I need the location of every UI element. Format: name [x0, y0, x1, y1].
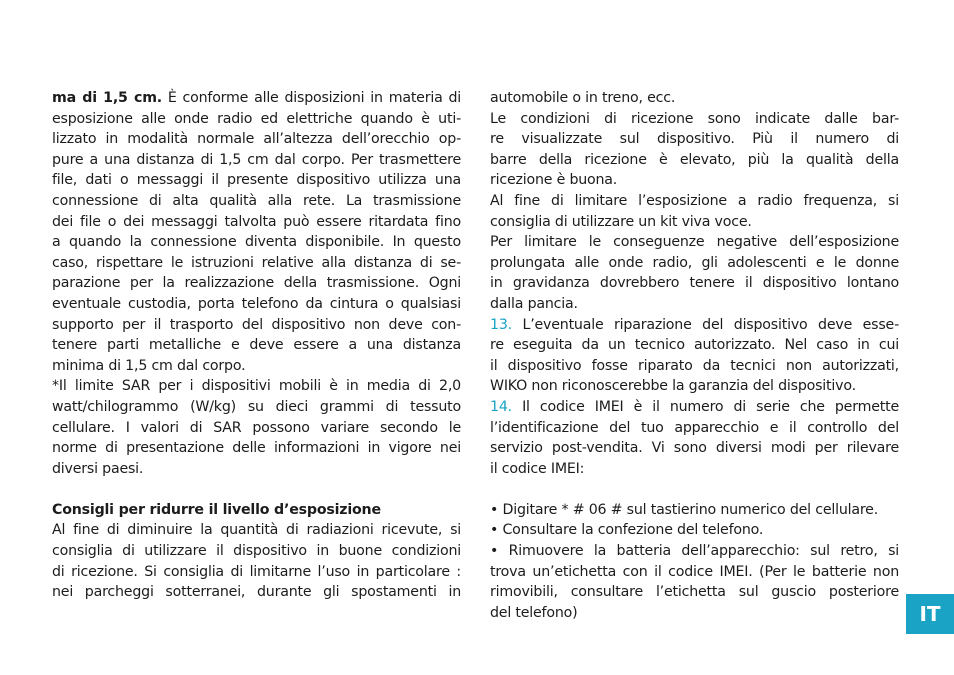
text-line: watt/chilogrammo (W/kg) su dieci grammi di tessuto	[52, 398, 461, 415]
text-line: consiglia di utilizzare un kit viva voce.	[490, 213, 752, 230]
text-line: *Il limite SAR per i dispositivi mobili è in media di 2,0	[52, 378, 461, 395]
text-line: di ricezione. Si consiglia di limitarne l’uso in particolare :	[52, 563, 461, 580]
text-line: parazione per la realizzazione della trasmissione. Ogni	[52, 275, 461, 292]
text-line: norme di presentazione delle informazioni in vigore nei	[52, 440, 461, 457]
text-line: pure a una distanza di 1,5 cm dal corpo. Per trasmettere	[52, 151, 461, 168]
text-line: minima di 1,5 cm dal corpo.	[52, 357, 246, 374]
text-line: re eseguita da un tecnico autorizzato. Nel caso in cui	[490, 337, 899, 354]
text-line: prolungata alle onde radio, gli adolescenti e le donne	[490, 254, 899, 271]
text-line: il codice IMEI:	[490, 460, 585, 477]
text-line: Le condizioni di ricezione sono indicate dalle bar-	[490, 110, 899, 127]
text-line: consiglia di utilizzare il dispositivo in buone condizioni	[52, 543, 461, 560]
text-line: diversi paesi.	[52, 460, 144, 477]
right-text-column	[490, 88, 899, 623]
text-line: Al fine di diminuire la quantità di radiazioni ricevute, si	[52, 522, 461, 539]
text-line: nei parcheggi sotterranei, durante gli spostamenti in	[52, 584, 461, 601]
bullet-item: • Digitare * # 06 # sul tastierino numerico del cellulare.	[490, 501, 879, 518]
paragraph-gap	[52, 479, 461, 500]
text-line: del telefono)	[490, 604, 578, 621]
bullet-item: • Rimuovere la batteria dell’apparecchio: sul retro, si	[490, 543, 899, 560]
left-text-column	[52, 88, 461, 603]
item-number-13: 13.	[490, 316, 512, 333]
text-line: WIKO non riconoscerebbe la garanzia del dispositivo.	[490, 378, 856, 395]
text-line: re visualizzate sul dispositivo. Più il numero di	[490, 131, 899, 148]
language-tab: IT	[906, 594, 954, 634]
text-line: Per limitare le conseguenze negative dell’esposizione	[490, 234, 899, 251]
section-heading: Consigli per ridurre il livello d’esposizione	[52, 501, 381, 518]
text-line: rimovibili, consultare l’etichetta sul guscio posteriore	[490, 584, 899, 601]
text-line: lizzato in modalità normale all’altezza dell’orecchio op-	[52, 131, 461, 148]
text-line: eventuale custodia, porta telefono da cintura o qualsiasi	[52, 295, 461, 312]
text-line: trova un’etichetta con il codice IMEI. (Per le batterie non	[490, 563, 899, 580]
text-line: caso, rispettare le istruzioni relative alla distanza di se-	[52, 254, 461, 271]
text-line: Al fine di limitare l’esposizione a radio frequenza, si	[490, 192, 899, 209]
text-line: l’identificazione del tuo apparecchio e il controllo del	[490, 419, 899, 436]
text-line: 14. Il codice IMEI è il numero di serie che permette	[490, 398, 899, 415]
text-line: ricezione è buona.	[490, 172, 618, 189]
item-number-14: 14.	[490, 398, 512, 415]
text-line: servizio post-vendita. Vi sono diversi modi per rilevare	[490, 440, 899, 457]
text-line: a quando la connessione diventa disponibile. In questo	[52, 234, 461, 251]
text-line: automobile o in treno, ecc.	[490, 90, 676, 106]
text-line: in gravidanza dovrebbero tenere il dispositivo lontano	[490, 275, 899, 292]
text-line: barre della ricezione è elevato, più la qualità della	[490, 151, 899, 168]
paragraph-gap	[490, 479, 899, 500]
text-line: connessione di alta qualità alla rete. La trasmissione	[52, 192, 461, 209]
text-line: supporto per il trasporto del dispositivo non deve con-	[52, 316, 461, 333]
text-line: ma di 1,5 cm. È conforme alle disposizioni in materia di	[52, 90, 461, 106]
text-line: dalla pancia.	[490, 295, 578, 312]
text-line: il dispositivo fosse riparato da tecnici non autorizzati,	[490, 357, 899, 374]
text-line: cellulare. I valori di SAR possono variare secondo le	[52, 419, 461, 436]
text-line: 13. L’eventuale riparazione del dispositivo deve esse-	[490, 316, 899, 333]
text-line: tenere parti metalliche e deve essere a una distanza	[52, 337, 461, 354]
text-line: esposizione alle onde radio ed elettriche quando è uti-	[52, 110, 461, 127]
text-line: file, dati o messaggi il presente dispositivo utilizza una	[52, 172, 461, 189]
text-line: dei file o dei messaggi talvolta può essere ritardata fino	[52, 213, 461, 230]
bullet-item: • Consultare la confezione del telefono.	[490, 522, 764, 539]
